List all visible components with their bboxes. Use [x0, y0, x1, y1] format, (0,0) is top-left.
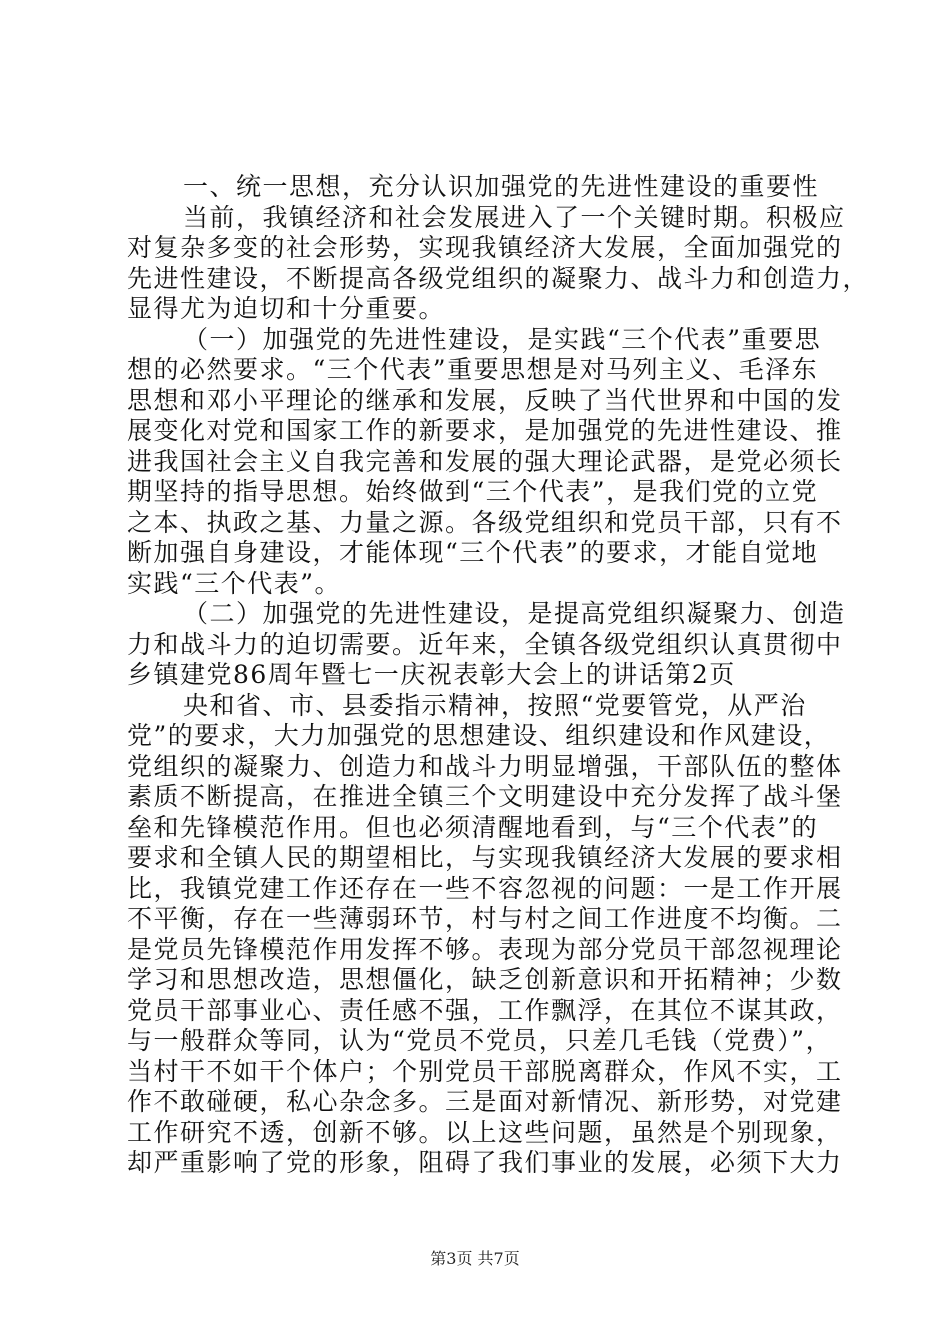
text-line: 力和战斗力的迫切需要。近年来，全镇各级党组织认真贯彻中 — [127, 629, 843, 659]
text-line: 实践“三个代表”。 — [127, 568, 342, 598]
text-line: 党组织的凝聚力、创造力和战斗力明显增强，干部队伍的整体 — [127, 751, 843, 781]
text-line: （二）加强党的先进性建设，是提高党组织凝聚力、创造 — [183, 599, 846, 628]
text-line: 一、统一思想，充分认识加强党的先进性建设的重要性 — [183, 172, 820, 201]
document-body — [127, 172, 870, 1179]
text-line: 期坚持的指导思想。始终做到“三个代表”，是我们党的立党 — [127, 477, 819, 506]
text-line: 思想和邓小平理论的继承和发展，反映了当代世界和中国的发 — [127, 385, 843, 415]
text-line: 要求和全镇人民的期望相比，与实现我镇经济大发展的要求相 — [127, 843, 843, 872]
text-line: 垒和先锋模范作用。但也必须清醒地看到，与“三个代表”的 — [127, 812, 819, 842]
text-line: 想的必然要求。“三个代表”重要思想是对马列主义、毛泽东 — [127, 355, 819, 384]
text-line: 对复杂多变的社会形势，实现我镇经济大发展，全面加强党的 — [127, 233, 843, 262]
text-line: 与一般群众等同，认为“党员不党员，只差几毛钱（党费）”， — [127, 1026, 833, 1055]
text-line: 当前，我镇经济和社会发展进入了一个关键时期。积极应 — [183, 202, 846, 232]
text-line: 央和省、市、县委指示精神，按照“党要管党，从严治 — [183, 690, 807, 720]
text-line: 素质不断提高，在推进全镇三个文明建设中充分发挥了战斗堡 — [127, 782, 843, 811]
text-line: 之本、执政之基、力量之源。各级党组织和党员干部，只有不 — [127, 507, 843, 537]
text-line: 作不敢碰硬，私心杂念多。三是面对新情况、新形势，对党建 — [127, 1087, 843, 1116]
text-line: 党”的要求，大力加强党的思想建设、组织建设和作风建设， — [127, 721, 831, 750]
text-line: 展变化对党和国家工作的新要求，是加强党的先进性建设、推 — [127, 416, 843, 445]
text-line: 却严重影响了党的形象，阻碍了我们事业的发展，必须下大力 — [127, 1148, 843, 1177]
text-line: 乡镇建党86周年暨七一庆祝表彰大会上的讲话第2页 — [127, 660, 736, 689]
text-line: 学习和思想改造，思想僵化，缺乏创新意识和开拓精神；少数 — [127, 965, 843, 994]
text-line: 进我国社会主义自我完善和发展的强大理论武器，是党必须长 — [127, 446, 843, 476]
text-line: 不平衡，存在一些薄弱环节，村与村之间工作进度不均衡。二 — [127, 904, 843, 933]
text-line: 当村干不如干个体户；个别党员干部脱离群众，作风不实，工 — [127, 1056, 843, 1086]
text-line: 先进性建设，不断提高各级党组织的凝聚力、战斗力和创造力， — [127, 263, 870, 293]
text-line: 断加强自身建设，才能体现“三个代表”的要求，才能自觉地 — [127, 538, 819, 567]
page-footer: 第3页 共7页 — [430, 1249, 520, 1268]
text-line: 比，我镇党建工作还存在一些不容忽视的问题：一是工作开展 — [127, 873, 843, 903]
text-line: 显得尤为迫切和十分重要。 — [127, 294, 446, 323]
text-line: 工作研究不透，创新不够。以上这些问题，虽然是个别现象， — [127, 1117, 843, 1147]
text-line: 党员干部事业心、责任感不强，工作飘浮，在其位不谋其政， — [127, 995, 843, 1025]
text-line: 是党员先锋模范作用发挥不够。表现为部分党员干部忽视理论 — [127, 934, 843, 964]
text-line: （一）加强党的先进性建设，是实践“三个代表”重要思 — [183, 324, 822, 354]
